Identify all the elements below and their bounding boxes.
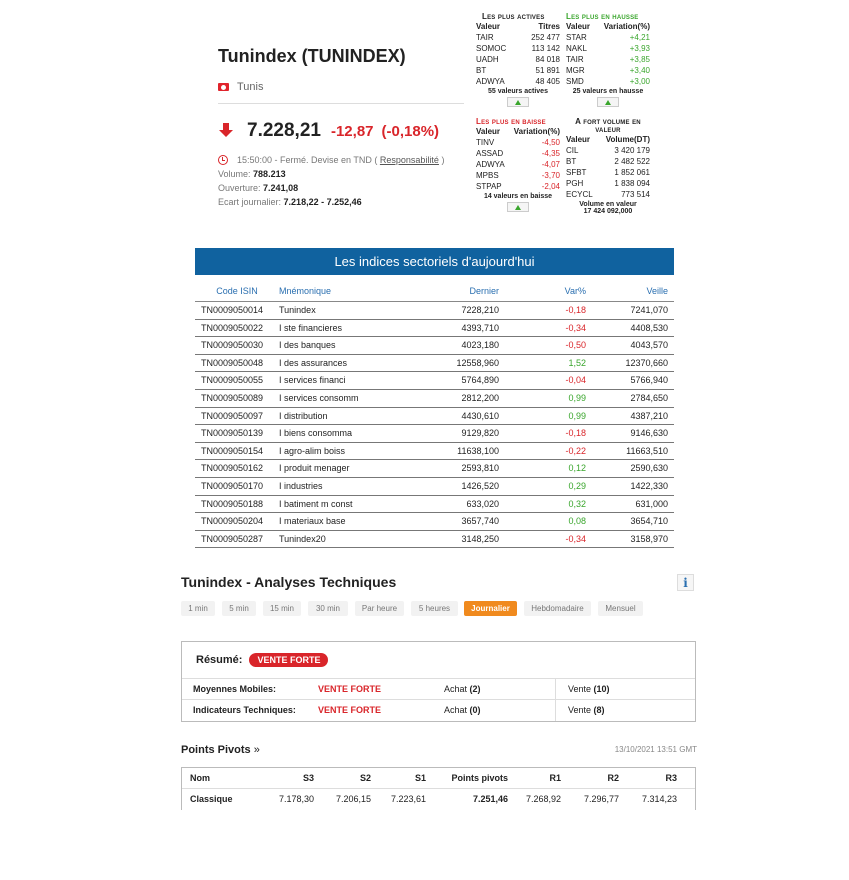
tab-1-min[interactable]: 1 min [181, 601, 215, 616]
stock-value: 48 405 [535, 77, 560, 86]
list-item[interactable] [476, 181, 560, 192]
plus-hausse-header [566, 21, 650, 32]
tab-mensuel[interactable]: Mensuel [598, 601, 643, 616]
fort-volume-header [566, 134, 650, 145]
cell-var: 0,12 [568, 463, 586, 474]
pivot-s2: 7.206,15 [335, 794, 371, 804]
cell-var: 0,99 [568, 392, 586, 403]
stock-name: TAIR [566, 55, 584, 64]
resume-label: Résumé: [196, 654, 243, 666]
cell-veille: 5766,940 [630, 375, 668, 386]
plus-baisse-footer: 14 valeurs en baisse [483, 193, 553, 200]
stock-name: MGR [566, 66, 585, 75]
table-row[interactable] [195, 425, 674, 443]
cell-dernier: 7228,210 [461, 305, 499, 315]
cell-isin: TN0009050170 [201, 480, 264, 491]
stock-variation: +3,93 [629, 44, 650, 53]
pivots-title: Points Pivots [181, 744, 251, 756]
pivots-date: 13/10/2021 13:51 GMT [614, 745, 697, 754]
pivot-point: 7.251,46 [472, 794, 508, 804]
plus-baisse-panel [476, 117, 560, 212]
pivot-r2: 7.296,77 [583, 794, 619, 804]
header-divider [218, 103, 464, 104]
stock-name: ADWYA [476, 160, 505, 169]
pivots-table [181, 767, 696, 810]
indicateurs-label: Indicateurs Techniques: [193, 705, 296, 715]
stock-value: 113 142 [531, 44, 560, 53]
pivot-r3: 7.314,23 [641, 794, 677, 804]
cell-var: 0,08 [568, 516, 586, 527]
country-line [218, 81, 464, 93]
cell-veille: 4408,530 [630, 322, 668, 333]
table-row[interactable] [195, 390, 674, 408]
cell-isin: TN0009050287 [201, 533, 264, 544]
plus-hausse-footer: 25 valeurs en hausse [572, 88, 644, 95]
stock-variation: -3,70 [541, 171, 560, 180]
stock-value: 51 891 [535, 66, 560, 75]
analysis-title: Tunindex - Analyses Techniques [181, 574, 397, 590]
cell-mnemonique[interactable]: I services financi [279, 375, 346, 386]
list-item[interactable] [566, 167, 650, 178]
ecart-label: Ecart journalier: [218, 197, 282, 207]
vente-label: Vente [568, 705, 592, 715]
list-item[interactable] [476, 170, 560, 181]
fort-volume-footer: Volume en valeur [579, 201, 637, 208]
cell-isin: TN0009050204 [201, 516, 264, 527]
stock-variation: +4,21 [629, 33, 650, 42]
cell-dernier: 1426,520 [461, 480, 499, 491]
analysis-summary-box [181, 641, 696, 722]
tab-5-min[interactable]: 5 min [222, 601, 256, 616]
table-row[interactable] [195, 408, 674, 426]
list-item[interactable] [476, 32, 560, 43]
col-valeur: Valeur [566, 22, 591, 31]
stock-name: PGH [566, 179, 584, 188]
cell-var: -0,04 [565, 375, 586, 386]
table-row[interactable] [195, 302, 674, 320]
table-row[interactable] [195, 478, 674, 496]
cell-mnemonique[interactable]: I des assurances [279, 357, 348, 368]
col-s1: S1 [414, 773, 426, 783]
cell-var: -0,18 [565, 428, 586, 439]
tunisia-flag-icon [218, 83, 229, 91]
col-r2: R2 [607, 773, 619, 783]
moyennes-mobiles-signal: VENTE FORTE [318, 684, 382, 694]
col-titres: Titres [538, 22, 560, 31]
cell-veille: 7241,070 [630, 305, 668, 315]
list-item[interactable] [566, 145, 650, 156]
market-time-text: 15:50:00 - Fermé. Devise en TND ( [237, 155, 378, 165]
cell-mnemonique[interactable]: I services consomm [279, 392, 359, 403]
cell-isin: TN0009050089 [201, 392, 264, 403]
list-item[interactable] [476, 148, 560, 159]
cell-isin: TN0009050162 [201, 463, 264, 474]
volume-stat [218, 169, 464, 179]
cell-var: -0,34 [565, 322, 586, 333]
cell-dernier: 5764,890 [461, 375, 499, 386]
ecart-stat [218, 197, 464, 207]
cell-mnemonique[interactable]: I ste financieres [279, 322, 343, 333]
market-time-line [218, 155, 464, 165]
col-variation: Variation(%) [513, 127, 560, 136]
list-item[interactable] [476, 137, 560, 148]
col-r3: R3 [665, 773, 677, 783]
plus-actives-footer: 55 valeurs actives [488, 88, 548, 95]
list-item[interactable] [566, 76, 650, 87]
table-row[interactable] [195, 443, 674, 461]
fort-volume-total: 17 424 092,000 [583, 208, 633, 215]
stock-name: ADWYA [476, 77, 505, 86]
list-item[interactable] [566, 65, 650, 76]
price-change: -12,87 [330, 123, 374, 140]
list-item[interactable] [566, 189, 650, 200]
cell-dernier: 12558,960 [456, 357, 499, 368]
list-item[interactable] [476, 65, 560, 76]
stock-name: SFBT [566, 168, 587, 177]
cell-mnemonique[interactable]: I agro-alim boiss [279, 445, 346, 456]
cell-dernier: 2593,810 [461, 463, 499, 474]
cell-veille: 2590,630 [630, 463, 668, 474]
plus-actives-rows [476, 32, 560, 87]
cell-mnemonique[interactable]: I distribution [279, 410, 328, 421]
plus-hausse-panel [566, 12, 650, 107]
vente-label: Vente [568, 684, 592, 694]
price-change-pct: (-0,18%) [381, 123, 440, 140]
list-item[interactable] [476, 54, 560, 65]
cell-veille: 11663,510 [626, 445, 668, 456]
plus-hausse-rows [566, 32, 650, 87]
cell-isin: TN0009050048 [201, 357, 264, 368]
pivots-arrow-icon: » [253, 744, 260, 756]
table-row[interactable] [195, 337, 674, 355]
cell-isin: TN0009050154 [201, 445, 264, 456]
cell-var: 1,52 [568, 357, 586, 368]
cell-veille: 3654,710 [630, 516, 668, 527]
stock-name: NAKL [566, 44, 587, 53]
cell-veille: 12370,660 [625, 357, 668, 368]
stock-volume: 1 838 094 [614, 179, 650, 188]
sector-banner: Les indices sectoriels d'aujourd'hui [195, 248, 674, 275]
cell-veille: 4043,570 [630, 340, 668, 351]
table-row[interactable] [195, 513, 674, 531]
cell-dernier: 2812,200 [461, 392, 499, 403]
sector-indices-table [195, 248, 674, 548]
vente-count: (8) [593, 705, 605, 715]
table-row[interactable] [195, 531, 674, 549]
stock-name: MPBS [476, 171, 499, 180]
fort-volume-title-2: valeur [595, 125, 621, 134]
indicateurs-vente [556, 700, 695, 721]
cell-mnemonique[interactable]: I materiaux base [279, 516, 346, 527]
plus-baisse-header [476, 126, 560, 137]
pivot-s3: 7.178,30 [278, 794, 314, 804]
plus-actives-header [476, 21, 560, 32]
stock-name: ECYCL [566, 190, 593, 199]
ecart-value: 7.218,22 - 7.252,46 [283, 197, 362, 207]
col-r1: R1 [549, 773, 561, 783]
col-variation: Variation(%) [603, 22, 650, 31]
table-row[interactable] [195, 460, 674, 478]
cell-dernier: 9129,820 [461, 428, 499, 439]
plus-baisse-expand-button[interactable] [507, 202, 529, 212]
col-valeur: Valeur [476, 22, 501, 31]
cell-isin: TN0009050022 [201, 322, 264, 333]
plus-actives-title: Les plus actives [482, 12, 545, 21]
stock-variation: -2,04 [541, 182, 560, 191]
plus-hausse-expand-button[interactable] [597, 97, 619, 107]
stock-variation: -4,35 [541, 149, 560, 158]
cell-isin: TN0009050188 [201, 498, 264, 509]
stock-volume: 1 852 061 [614, 168, 650, 177]
stock-name: TAIR [476, 33, 494, 42]
col-s3: S3 [302, 773, 314, 783]
fort-volume-rows [566, 145, 650, 200]
stock-name: STPAP [476, 182, 502, 191]
list-item[interactable] [476, 159, 560, 170]
stock-name: SOMOC [476, 44, 507, 53]
pivot-name: Classique [190, 794, 233, 804]
list-item[interactable] [566, 32, 650, 43]
stock-variation: +3,00 [629, 77, 650, 86]
stock-volume: 773 514 [621, 190, 650, 199]
stock-name: ASSAD [476, 149, 504, 158]
last-price: 7.228,21 [247, 120, 321, 141]
vente-count: (10) [593, 684, 610, 694]
ouverture-value: 7.241,08 [263, 183, 299, 193]
list-item[interactable] [476, 43, 560, 54]
cell-mnemonique[interactable]: I produit menager [279, 463, 350, 474]
stock-name: STAR [566, 33, 587, 42]
cell-veille: 1422,330 [630, 480, 668, 491]
cell-veille: 9146,630 [630, 428, 668, 439]
col-s2: S2 [359, 773, 371, 783]
ouverture-label: Ouverture: [218, 183, 261, 193]
achat-count: (2) [469, 684, 481, 694]
col-code-isin[interactable]: Code ISIN [216, 286, 258, 296]
cell-dernier: 11638,100 [457, 445, 499, 456]
cell-dernier: 3657,740 [461, 516, 499, 527]
cell-veille: 631,000 [635, 498, 668, 509]
achat-label: Achat [444, 684, 468, 694]
cell-mnemonique[interactable]: I industries [279, 480, 323, 491]
cell-dernier: 4393,710 [461, 322, 499, 333]
summary-row [182, 642, 695, 679]
table-row[interactable] [195, 355, 674, 373]
cell-mnemonique[interactable]: Tunindex20 [279, 533, 326, 544]
cell-dernier: 3148,250 [461, 533, 499, 544]
cell-var: -0,50 [565, 340, 586, 351]
country-label: Tunis [237, 81, 264, 93]
plus-hausse-title: Les plus en hausse [566, 12, 639, 21]
achat-label: Achat [444, 705, 468, 715]
tab-hebdomadaire[interactable]: Hebdomadaire [524, 601, 591, 616]
cell-dernier: 4023,180 [461, 340, 499, 351]
moyennes-mobiles-vente [556, 679, 695, 699]
sector-table-body [195, 302, 674, 548]
stock-variation: -4,50 [541, 138, 560, 147]
col-points-pivots: Points pivots [451, 773, 508, 783]
col-dernier[interactable]: Dernier [469, 286, 499, 296]
cell-isin: TN0009050055 [201, 375, 264, 386]
cell-isin: TN0009050139 [201, 428, 264, 439]
sector-table-header [195, 278, 674, 302]
col-volume: Volume(DT) [605, 135, 650, 144]
moyennes-mobiles-row [182, 679, 695, 700]
clock-icon [218, 155, 228, 165]
cell-isin: TN0009050030 [201, 340, 264, 351]
cell-mnemonique[interactable]: I batiment m const [279, 498, 353, 509]
col-valeur: Valeur [476, 127, 501, 136]
stock-name: UADH [476, 55, 499, 64]
plus-actives-panel [476, 12, 560, 107]
volume-value: 788.213 [253, 169, 286, 179]
stock-name: BT [476, 66, 487, 75]
plus-baisse-title: Les plus en baisse [476, 117, 546, 126]
cell-isin: TN0009050014 [201, 305, 264, 315]
pivot-r1: 7.268,92 [525, 794, 561, 804]
responsabilite-link[interactable]: Responsabilité [379, 155, 439, 165]
table-row[interactable] [195, 320, 674, 338]
pivot-s1: 7.223,61 [390, 794, 426, 804]
info-icon[interactable]: i [677, 574, 694, 591]
stock-volume: 3 420 179 [614, 146, 650, 155]
achat-count: (0) [469, 705, 481, 715]
tab-15-min[interactable]: 15 min [263, 601, 301, 616]
ouverture-stat [218, 183, 464, 193]
indicateurs-row [182, 700, 695, 721]
down-arrow-icon [218, 122, 234, 138]
market-time-close: ) [441, 155, 445, 165]
volume-label: Volume: [218, 169, 251, 179]
cell-var: 0,99 [568, 410, 586, 421]
fort-volume-panel [566, 117, 650, 215]
cell-var: -0,18 [565, 305, 586, 315]
stock-volume: 2 482 522 [614, 157, 650, 166]
list-item[interactable] [566, 178, 650, 189]
moyennes-mobiles-label: Moyennes Mobiles: [193, 684, 277, 694]
table-row [182, 789, 695, 810]
cell-veille: 4387,210 [630, 410, 668, 421]
cell-veille: 2784,650 [630, 392, 668, 403]
resume-badge: VENTE FORTE [249, 653, 328, 667]
moyennes-mobiles-achat [432, 679, 556, 699]
fort-volume-title: A fort volume en [575, 117, 641, 126]
cell-var: 0,32 [568, 498, 586, 509]
stock-variation: -4,07 [541, 160, 560, 169]
instrument-header [218, 46, 464, 207]
indicateurs-achat [432, 700, 556, 721]
cell-var: -0,34 [565, 533, 586, 544]
stock-value: 84 018 [535, 55, 560, 64]
table-row[interactable] [195, 372, 674, 390]
indicateurs-signal: VENTE FORTE [318, 705, 382, 715]
stock-value: 252 477 [531, 33, 560, 42]
stock-variation: +3,40 [629, 66, 650, 75]
price-row [218, 120, 464, 142]
cell-veille: 3158,970 [630, 533, 668, 544]
plus-baisse-rows [476, 137, 560, 192]
cell-isin: TN0009050097 [201, 410, 264, 421]
col-var[interactable]: Var% [564, 286, 586, 296]
stock-name: BT [566, 157, 577, 166]
cell-dernier: 4430,610 [461, 410, 499, 421]
list-item[interactable] [476, 76, 560, 87]
cell-var: -0,22 [565, 445, 586, 456]
col-veille[interactable]: Veille [646, 286, 668, 296]
cell-mnemonique[interactable]: I biens consomma [279, 428, 353, 439]
list-item[interactable] [566, 156, 650, 167]
stock-name: SMD [566, 77, 584, 86]
tab-5-heures[interactable]: 5 heures [411, 601, 458, 616]
pivots-title-link[interactable] [181, 744, 260, 756]
stock-name: CIL [566, 146, 579, 155]
list-item[interactable] [566, 54, 650, 65]
tab-journalier[interactable]: Journalier [464, 601, 517, 616]
stock-name: TINV [476, 138, 495, 147]
list-item[interactable] [566, 43, 650, 54]
stock-variation: +3,85 [629, 55, 650, 64]
plus-actives-expand-button[interactable] [507, 97, 529, 107]
tab-30-min[interactable]: 30 min [308, 601, 348, 616]
cell-mnemonique[interactable]: I des banques [279, 340, 336, 351]
col-nom: Nom [190, 773, 210, 783]
cell-mnemonique[interactable]: Tunindex [279, 305, 316, 315]
tab-par-heure[interactable]: Par heure [355, 601, 404, 616]
col-valeur: Valeur [566, 135, 591, 144]
table-row[interactable] [195, 496, 674, 514]
cell-dernier: 633,020 [466, 498, 499, 509]
pivots-header-row [182, 768, 695, 789]
cell-var: 0,29 [568, 480, 586, 491]
page-title: Tunindex (TUNINDEX) [218, 46, 406, 66]
col-mnemonique[interactable]: Mnémonique [279, 286, 332, 296]
